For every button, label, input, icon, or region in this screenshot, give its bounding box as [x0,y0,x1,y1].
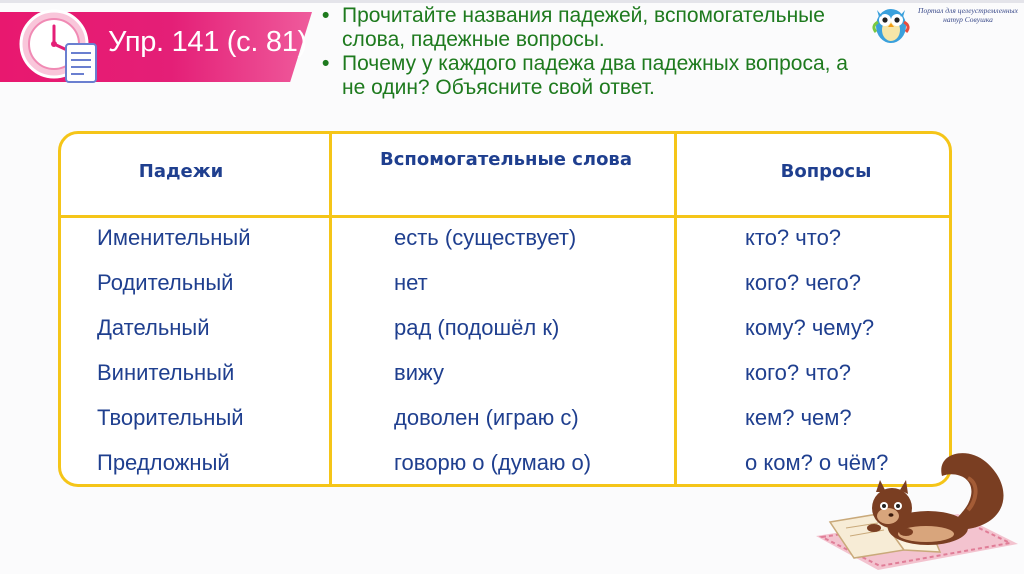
instruction-item: • Прочитайте названия падежей, вспомогательные слова, падежные вопросы. [322,4,872,52]
column-separator [674,134,677,484]
helper-word: вижу [394,360,444,385]
case-name: Родительный [97,270,234,295]
case-questions: кого? чего? [745,270,861,295]
squirrel-illustration [808,418,1024,574]
case-questions: кто? что? [745,225,842,250]
exercise-title: Упр. 141 (с. 81) [108,26,307,58]
helper-word: нет [394,270,428,295]
case-name: Творительный [97,405,244,430]
owl-logo-icon [868,2,914,44]
column-header-cases: Падежи [138,161,224,182]
case-questions: кого? что? [745,360,851,385]
helper-word: доволен (играю с) [394,405,579,430]
case-name: Предложный [97,450,230,475]
case-questions: кому? чему? [745,315,875,340]
portal-logo-text: Портал для целеустремленных натур Совушка [918,6,1018,24]
case-name: Именительный [97,225,251,250]
helper-word: есть (существует) [394,225,577,250]
case-questions: о ком? о чём? [745,450,889,475]
column-separator [329,134,332,484]
header-separator [61,215,949,218]
column-header-helper-words: Вспомогательные слова [380,149,632,170]
instruction-item: • Почему у каждого падежа два падежных вопроса, а не один? Объясните свой ответ. [322,52,872,100]
helper-word: рад (подошёл к) [394,315,560,340]
case-name: Винительный [97,360,235,385]
column-header-questions: Вопросы [780,161,872,182]
clock-icon [14,4,106,90]
case-questions: кем? чем? [745,405,852,430]
case-name: Дательный [97,315,210,340]
helper-word: говорю о (думаю о) [394,450,592,475]
instructions-list [322,4,872,100]
document-icon [66,44,96,82]
